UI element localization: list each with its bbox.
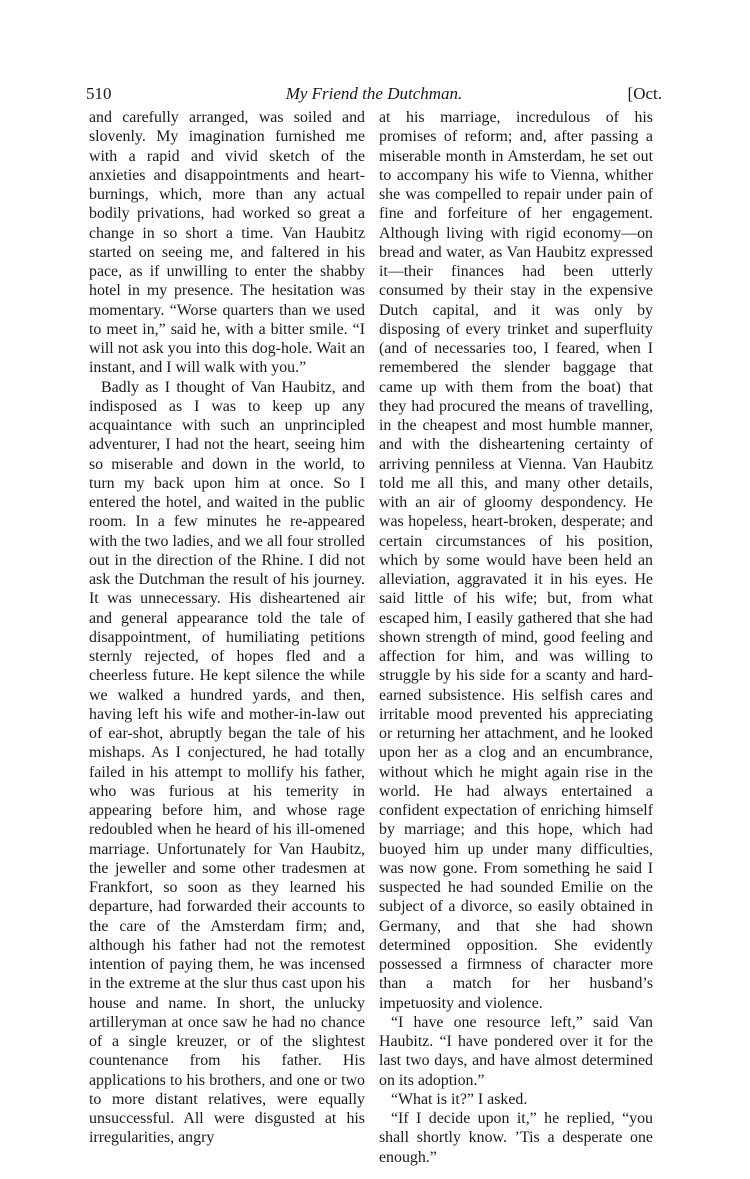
running-title: My Friend the Dutchman. [285, 84, 463, 103]
paragraph: and carefully arranged, was soiled and slovenly. My imagination furnished me with a rapid and vivid sketch of the anxieties and disappointments and heart-burnings, which, more than any actual bodily privations, had worked so great a change in so short a time. Van Haubitz started on seeing me, and faltered in his pace, as if unwilling to enter the shabby hotel in my presence. The hesitation was momentary. “Worse quarters than we used to meet in,” said he, with a bitter smile. “I will not ask you into this dog-hole. Wait an instant, and I will walk with you.” [89, 109, 365, 377]
paragraph: “I have one resource left,” said Van Haubitz. “I have pondered over it for the last two days, and have almost determined on its adoption.” [379, 1013, 653, 1089]
page-number: 510 [86, 84, 112, 103]
right-column [379, 108, 653, 1167]
paragraph: “What is it?” I asked. [391, 1090, 528, 1108]
running-head [86, 84, 662, 108]
running-month: [Oct. [627, 84, 662, 103]
paragraph: Badly as I thought of Van Haubitz, and indisposed as I was to keep up any acquaintance with such an unprincipled adventurer, I had not the heart, seeing him so miserable and down in the world, to turn my back upon him at once. So I entered the hotel, and waited in the public room. In a few minutes he re-appeared with the two ladies, and we all four strolled out in the direction of the Rhine. I did not ask the Dutchman the result of his journey. It was unnecessary. His disheartened air and general appearance told the tale of disappointment, of humiliating petitions sternly rejected, of hopes fled and a cheerless future. He kept silence the while we walked a hundred yards, and then, having left his wife and mother-in-law out of ear-shot, abruptly began the tale of his mishaps. As I conjectured, he had totally failed in his attempt to mollify his father, who was furious at his temerity in appearing before him, and whose rage redoubled when he heard of his ill-omened marriage. Unfortunately for Van Haubitz, the jeweller and some other tradesmen at Frankfort, so soon as they learned his departure, had forwarded their accounts to the care of the Amsterdam firm; and, although his father had not the remotest intention of paying them, he was incensed in the extreme at the slur thus cast upon his house and name. In short, the unlucky artilleryman at once saw he had no chance of a single kreuzer, or of the slightest countenance from his father. His applications to his brothers, and one or two to more distant relatives, were equally unsuccessful. All were disgusted at his irregularities, angry [89, 378, 365, 1147]
paragraph: “If I decide upon it,” he replied, “you shall shortly know. ’Tis a desperate one enough.” [379, 1110, 653, 1166]
paragraph: at his marriage, incredulous of his promises of reform; and, after passing a miserable month in Amsterdam, he set out to accompany his wife to Vienna, whither she was compelled to repair under pain of fine and forfeiture of her engagement. Although living with rigid economy—on bread and water, as Van Haubitz expressed it—their finances had been utterly consumed by their stay in the expensive Dutch capital, and it was only by disposing of every trinket and superfluity (and of necessaries too, I feared, when I remembered the slender baggage that came up with them from the boat) that they had procured the means of travelling, in the cheapest and most humble manner, and with the disheartening certainty of arriving penniless at Vienna. Van Haubitz told me all this, and many other details, with an air of gloomy despondency. He was hopeless, heart-broken, desperate; and certain circumstances of his position, which by some would have been held an alleviation, aggravated it in his eyes. He said little of his wife; but, from what escaped him, I easily gathered that she had shown strength of mind, good feeling and affection for him, and was willing to struggle by his side for a scanty and hard-earned subsistence. His selfish cares and irritable mood prevented his appreciating or returning her attachment, and he looked upon her as a clog and an encumbrance, without which he might again rise in the world. He had always entertained a confident expectation of enriching himself by marriage; and this hope, which had buoyed him up under many difficulties, was now gone. From something he said I suspected he had sounded Emilie on the subject of a divorce, so easily obtained in Germany, and that she had shown determined opposition. She evidently possessed a firmness of character more than a match for her husband’s impetuosity and violence. [379, 109, 653, 1012]
left-column [89, 108, 365, 1148]
